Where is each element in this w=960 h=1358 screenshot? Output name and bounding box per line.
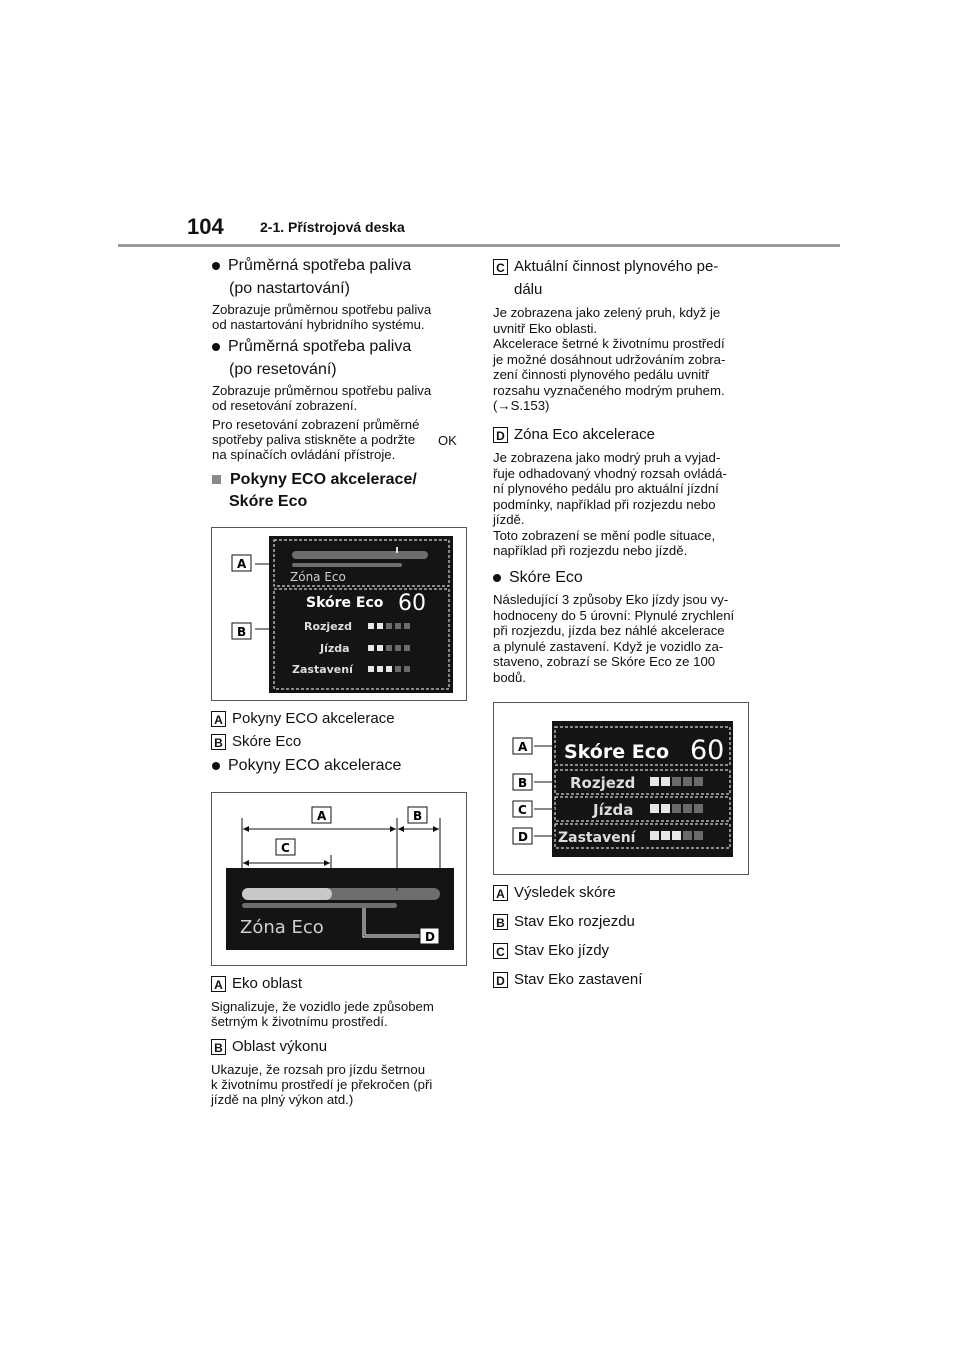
desc-line: Je zobrazena jako zelený pruh, když je [493,305,721,320]
score-value: 60 [690,735,725,766]
zone-eco-label: Zóna Eco [290,570,346,584]
legend-text: Aktuální činnost plynového pe- [514,258,719,275]
callout-d: D [425,930,435,944]
callout-a: A [237,557,247,571]
bullet-avg-start [212,255,411,277]
desc-line: Pro resetování zobrazení průměrné [212,417,420,432]
desc-line: šetrným k životnímu prostředí. [211,1014,388,1029]
level-segment [683,831,692,840]
label-a-icon: A [493,885,508,901]
desc-line: Zobrazuje průměrnou spotřebu paliva [212,383,432,398]
label-d-icon: D [493,427,508,443]
section-heading [212,469,417,491]
level-segment [404,645,410,651]
level-segment [386,623,392,629]
desc-line: bodů. [493,669,527,685]
zone-eco-label: Zóna Eco [240,917,324,938]
desc-line: (→S.153) [493,398,550,413]
desc-line: Akcelerace šetrné k životnímu prostředí [493,336,725,351]
bullet-dot-icon [212,262,220,270]
level-segment [661,777,670,786]
label-c-icon: C [493,259,508,275]
desc-line: Signalizuje, že vozidlo jede způsobem [211,999,434,1014]
level-segment [395,623,401,629]
section-title: 2-1. Přístrojová deska [260,219,405,235]
desc-line: jízdě. [493,512,525,527]
level-segment [404,623,410,629]
level-segment [386,666,392,672]
level-segment [650,804,659,813]
legend-text: Eko oblast [232,975,303,992]
desc-line: je možné dosáhnout udržováním zobra- [493,351,726,367]
desc-line: k životnímu prostředí je překročen (při [211,1077,433,1092]
callout-a: A [518,740,528,754]
c-label [493,257,718,277]
desc-line: při rozjezdu, jízda bez náhlé akcelerace [493,623,725,638]
bullet-text: Průměrná spotřeba paliva [228,338,412,355]
legend-item [493,912,635,932]
level-segment [661,831,670,840]
desc-line: podmínky, například při rozjezdu nebo [493,496,716,512]
label-d-icon: D [493,972,508,988]
callout-c: C [518,803,527,817]
legend-text: Stav Eko zastavení [514,971,643,988]
ok-button-symbol: OK [438,433,457,448]
row-stop-label: Zastavení [292,663,353,676]
legend-text: Výsledek skóre [514,884,616,901]
label-a-icon: A [211,976,226,992]
label-c-icon: C [493,943,508,959]
heading-text: Pokyny ECO akcelerace/ [230,471,417,488]
legend-a [211,709,395,729]
label-b-icon: B [211,734,226,750]
desc-line: na spínačích ovládání přístroje. [212,447,396,462]
level-segment [694,777,703,786]
label-b-icon: B [493,914,508,930]
desc-line: ní plynového pedálu pro aktuální jízdní [493,481,719,496]
eko-area-label [211,974,302,994]
row-start-label: Rozjezd [570,774,636,792]
desc-line: staveno, zobrazí se Skóre Eco ze 100 [493,654,716,669]
score-title: Skóre Eco [306,595,384,611]
power-area-label [211,1037,327,1057]
header-rule [118,244,840,247]
level-segment [650,831,659,840]
legend-text: Skóre Eco [232,733,302,750]
desc-line: Následující 3 způsoby Eko jízdy jsou vy- [493,592,729,607]
desc-line: Ukazuje, že rozsah pro jízdu šetrnou [211,1062,426,1077]
label-a-icon: A [211,711,226,727]
legend-b [211,732,301,752]
level-segment [672,804,681,813]
legend-text: Zóna Eco akcelerace [514,426,655,443]
legend-text: Stav Eko jízdy [514,942,610,959]
d-label [493,425,655,445]
level-segment [395,666,401,672]
bullet-score [493,567,583,589]
desc-line: rozsahu vyznačeného modrým pruhem. [493,382,725,398]
figure-score [493,702,749,875]
desc-line: od resetování zobrazení. [212,398,358,413]
section-heading-2: Skóre Eco [229,493,308,510]
bullet-dot-icon [493,574,501,582]
level-segment [694,804,703,813]
level-segment [650,777,659,786]
desc-line: jízdě na plný výkon atd.) [211,1092,354,1107]
bullet-text: Pokyny ECO akcelerace [228,757,402,774]
row-drive-label: Jízda [320,642,350,655]
desc-line: uvnitř Eko oblasti. [493,320,598,336]
callout-b: B [518,776,528,790]
level-segment [395,645,401,651]
figure-eco-zone [211,792,467,966]
desc-line: a plynulé zastavení. Když je vozidlo za- [493,638,724,654]
callout-d: D [518,830,528,844]
legend-text: Pokyny ECO akcelerace [232,710,395,727]
level-segment [386,645,392,651]
level-segment [368,645,374,651]
desc-line: řuje odhadovaný vhodný rozsah ovládá- [493,465,727,481]
heading-square-icon [212,475,221,484]
callout-b: B [237,625,247,639]
legend-item [493,941,609,961]
desc-line: od nastartování hybridního systému. [212,317,425,332]
bullet-text: Průměrná spotřeba paliva [228,257,412,274]
level-segment [377,623,383,629]
callout-c: C [281,841,290,855]
level-segment [377,645,383,651]
bullet-avg-start-sub: (po nastartování) [229,280,350,297]
level-segment [683,777,692,786]
desc-line: Je zobrazena jako modrý pruh a vyjad- [493,450,721,465]
level-segment [368,666,374,672]
bullet-text: Skóre Eco [509,569,583,586]
c-label-2: dálu [514,281,543,298]
score-value: 60 [398,591,426,616]
level-segment [672,777,681,786]
figure-eco-overview [211,527,467,701]
desc-line: Toto zobrazení se mění podle situace, [493,527,716,543]
desc-line: hodnoceny do 5 úrovní: Plynulé zrychlení [493,607,735,623]
level-segment [694,831,703,840]
callout-b: B [413,809,423,823]
bullet-dot-icon [212,343,220,351]
bullet-avg-reset [212,336,411,358]
legend-item [493,883,616,903]
level-segment [377,666,383,672]
level-segment [683,804,692,813]
legend-item [493,970,642,990]
page-number: 104 [187,214,224,239]
bullet-dot-icon [212,762,220,770]
score-title: Skóre Eco [564,741,670,763]
level-segment [672,831,681,840]
level-segment [404,666,410,672]
legend-text: Stav Eko rozjezdu [514,913,635,930]
desc-line: spotřeby paliva stiskněte a podržte [212,432,416,447]
desc-line: například při rozjezdu nebo jízdě. [493,543,688,558]
row-drive-label: Jízda [593,801,634,819]
row-start-label: Rozjezd [304,620,352,633]
level-segment [661,804,670,813]
level-segment [368,623,374,629]
bullet-avg-reset-sub: (po resetování) [229,361,337,378]
desc-line: Zobrazuje průměrnou spotřebu paliva [212,302,432,317]
label-b-icon: B [211,1039,226,1055]
desc-line: zení činnosti plynového pedálu uvnitř [493,367,710,382]
callout-a: A [317,809,327,823]
legend-text: Oblast výkonu [232,1038,328,1055]
row-stop-label: Zastavení [558,830,636,846]
bullet-eco-guide [212,755,401,777]
